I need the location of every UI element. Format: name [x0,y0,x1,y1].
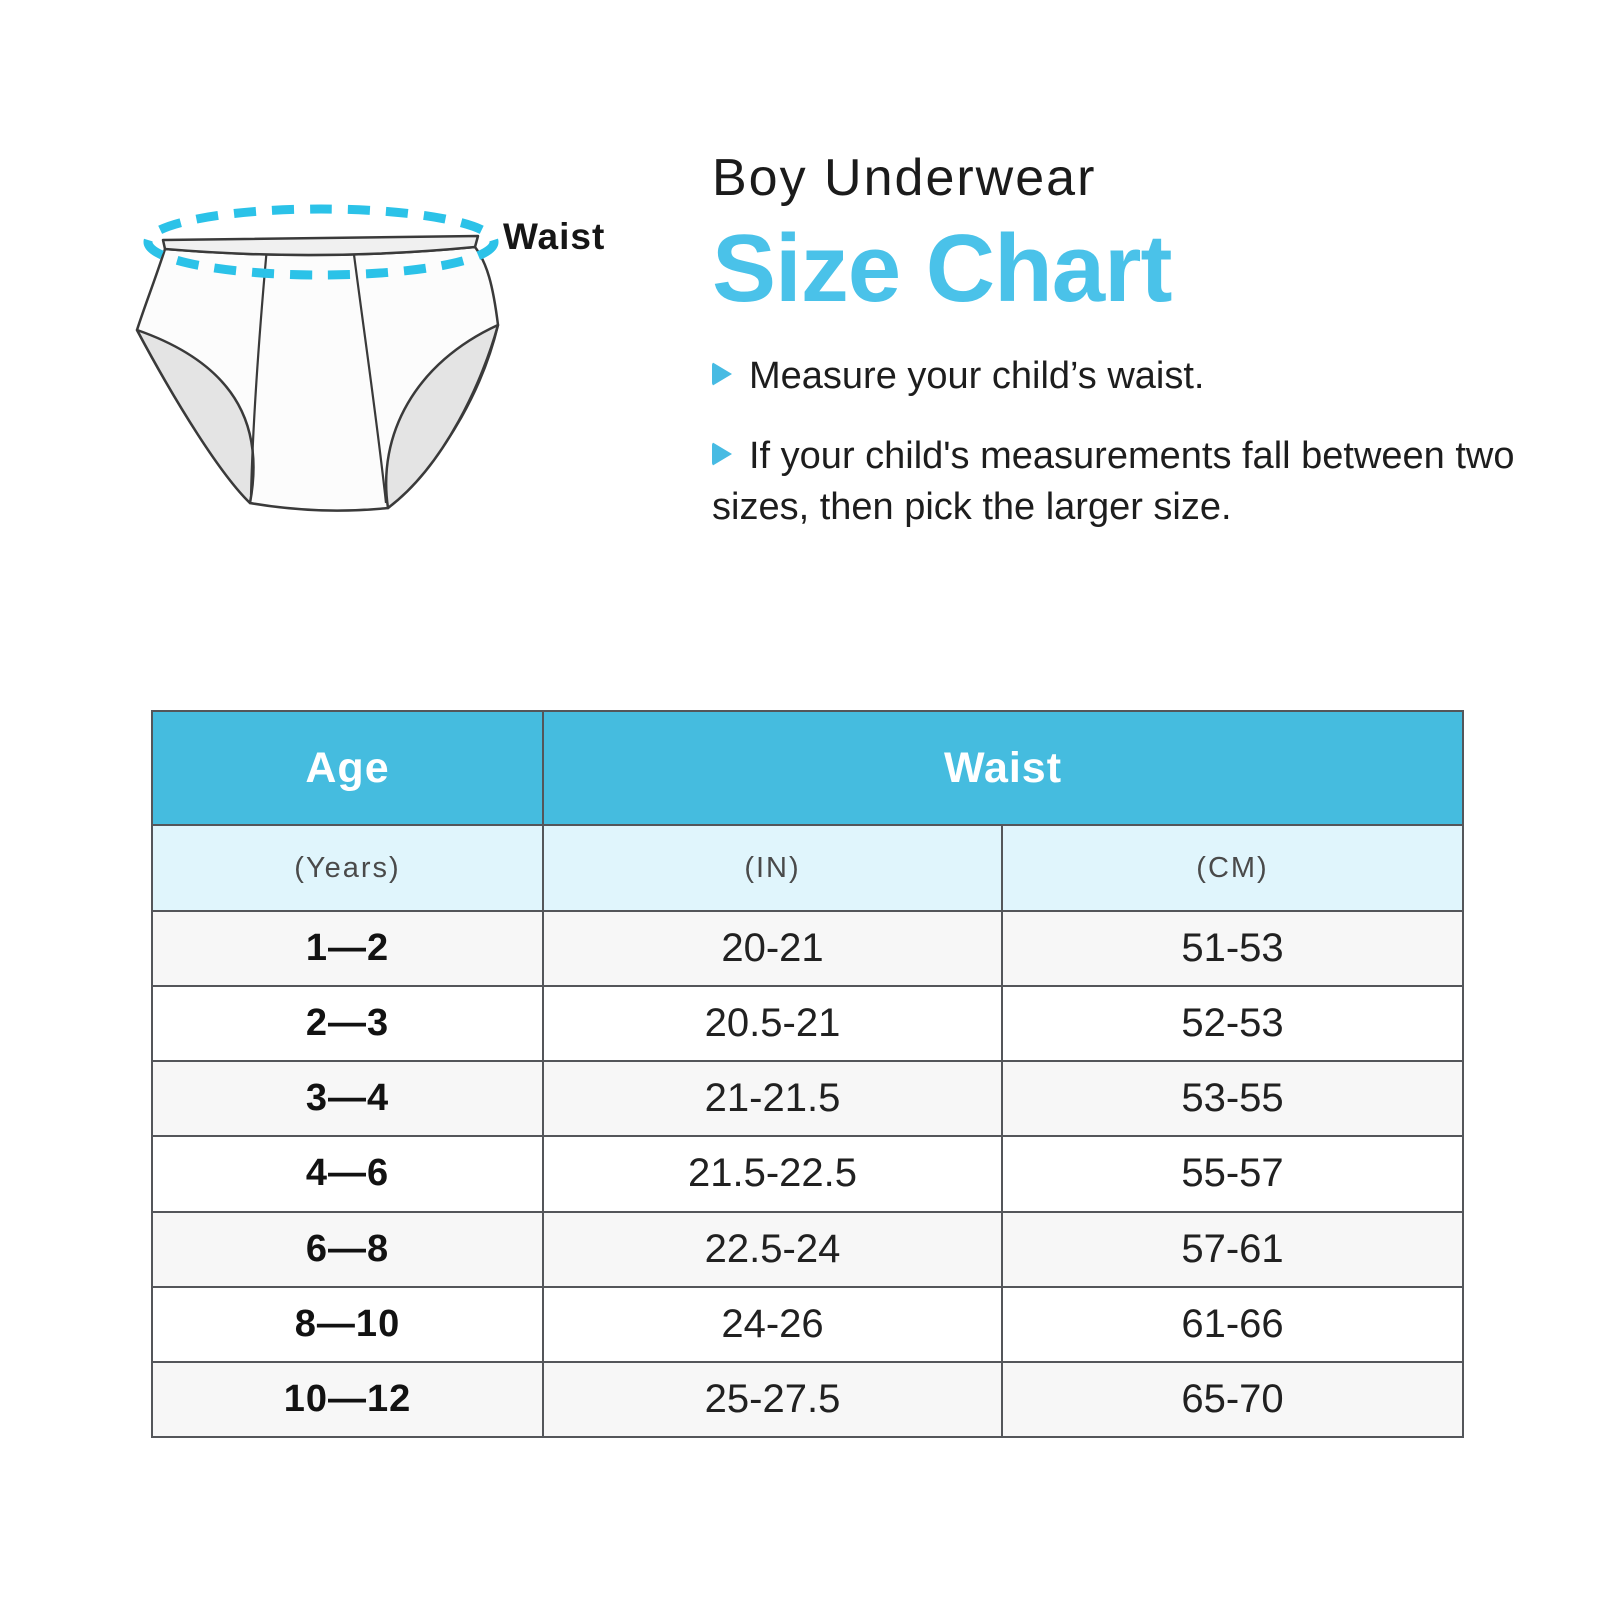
size-table [151,710,1464,1438]
instructions-list [712,351,1557,531]
age-cell: 6—8 [152,1212,543,1287]
instruction-text: If your child's measurements fall between two sizes, then pick the larger size. [712,435,1515,528]
instruction-text: Measure your child’s waist. [749,355,1205,398]
waist-in-cell: 22.5-24 [543,1212,1002,1287]
waist-in-cell: 25-27.5 [543,1362,1002,1437]
instruction-item [712,351,1557,401]
table-header-waist: Waist [543,711,1463,825]
age-cell: 4—6 [152,1136,543,1211]
table-row [152,1061,1463,1136]
unit-in: (IN) [543,825,1002,911]
waist-cm-cell: 65-70 [1002,1362,1463,1437]
instruction-item [712,431,1557,531]
unit-cm: (CM) [1002,825,1463,911]
waist-cm-cell: 53-55 [1002,1061,1463,1136]
bullet-triangle-icon [712,442,732,466]
age-cell: 10—12 [152,1362,543,1437]
waist-in-cell: 21.5-22.5 [543,1136,1002,1211]
waist-cm-cell: 52-53 [1002,986,1463,1061]
age-cell: 3—4 [152,1061,543,1136]
age-cell: 1—2 [152,911,543,986]
waist-cm-cell: 61-66 [1002,1287,1463,1362]
bullet-triangle-icon [712,362,732,386]
page-title: Size Chart [712,215,1172,323]
waist-label: Waist [503,216,606,257]
table-row [152,1287,1463,1362]
age-cell: 2—3 [152,986,543,1061]
waist-in-cell: 20.5-21 [543,986,1002,1061]
waist-in-cell: 24-26 [543,1287,1002,1362]
age-cell: 8—10 [152,1287,543,1362]
page-kicker: Boy Underwear [712,149,1097,207]
table-row [152,1362,1463,1437]
waist-cm-cell: 57-61 [1002,1212,1463,1287]
waist-cm-cell: 55-57 [1002,1136,1463,1211]
intro-block [712,150,1557,532]
table-row [152,911,1463,986]
table-header-age: Age [152,711,543,825]
waist-in-cell: 21-21.5 [543,1061,1002,1136]
table-row [152,1136,1463,1211]
table-row [152,986,1463,1061]
table-row [152,1212,1463,1287]
table-units-row [152,825,1463,911]
unit-years: (Years) [152,825,543,911]
table-header-row [152,711,1463,825]
waist-cm-cell: 51-53 [1002,911,1463,986]
waist-in-cell: 20-21 [543,911,1002,986]
